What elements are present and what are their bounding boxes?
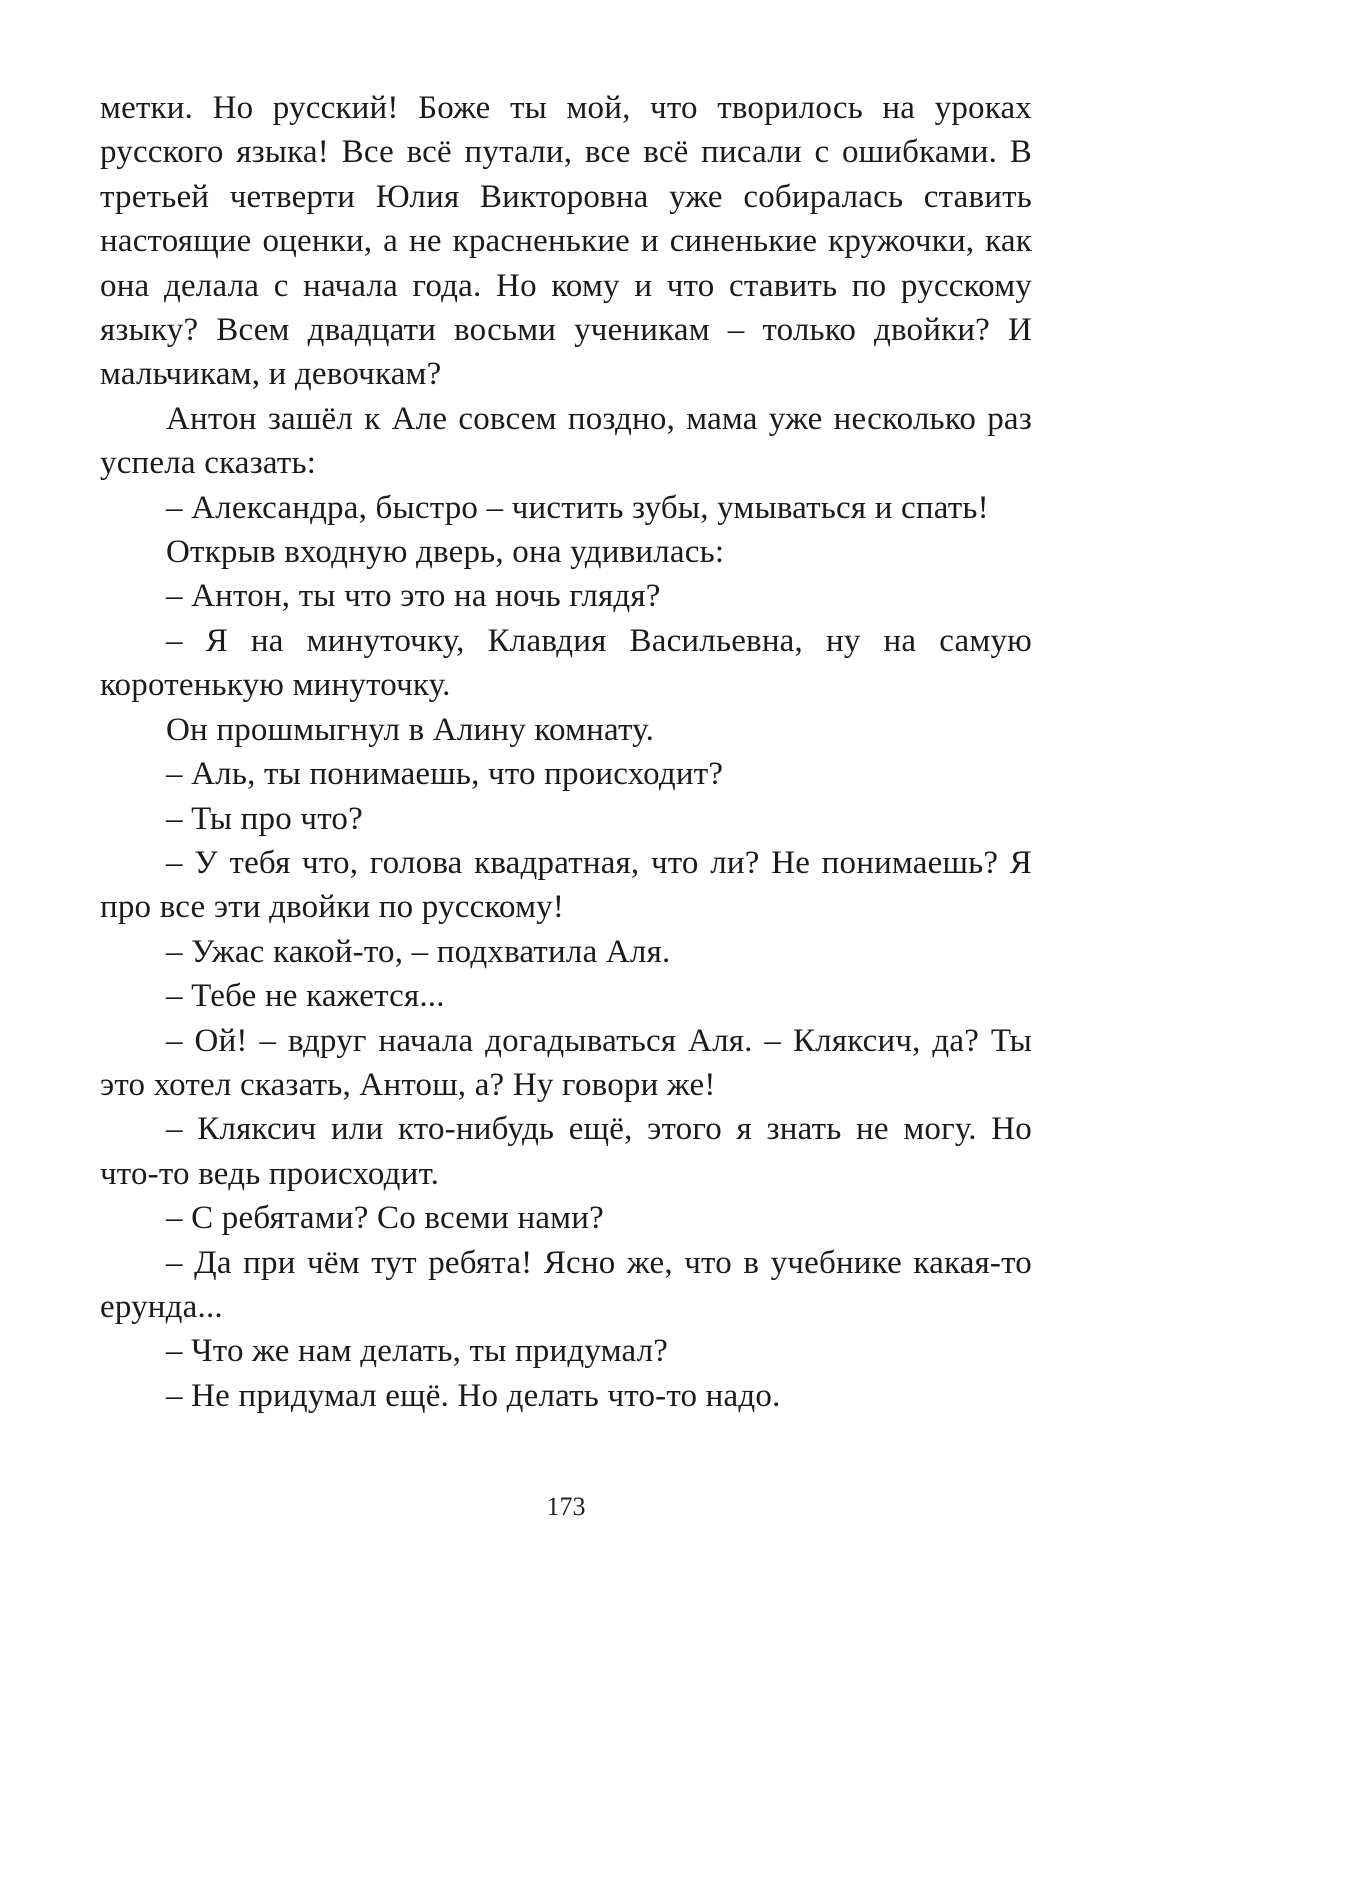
paragraph: – Я на минуточку, Клавдия Васильевна, ну на самую коротенькую минуточку. xyxy=(100,622,1032,704)
paragraph: – Антон, ты что это на ночь глядя? xyxy=(166,578,661,615)
paragraph: – Что же нам делать, ты придумал? xyxy=(166,1333,669,1370)
paragraph: – Да при чём тут ребята! Ясно же, что в учебнике какая-то ерунда... xyxy=(100,1244,1032,1325)
paragraph: – Ой! – вдруг начала догадываться Аля. – Кляксич, да? Ты это хотел сказать, Антош, а? Ну говори же! xyxy=(100,1022,1032,1103)
paragraph: – С ребятами? Со всеми нами? xyxy=(166,1200,604,1237)
paragraph: – Аль, ты понимаешь, что происходит? xyxy=(166,756,724,793)
paragraph: – Не придумал ещё. Но делать что-то надо. xyxy=(166,1377,781,1414)
text-block xyxy=(100,86,1032,1418)
paragraph: метки. Но русский! Боже ты мой, что творилось на уроках русского языка! Все всё путали, все всё писали с ошибками. В третьей четверти Юлия Викторовна уже собиралась ставить настоящие оценки, а не красненькие и синенькие кружочки, как она делала с начала года. Но кому и что ставить по русскому языку? Всем двадцати восьми ученикам – только двойки? И мальчикам, и девочкам? xyxy=(100,90,1032,393)
paragraph: – Ты про что? xyxy=(166,800,363,837)
paragraph: Антон зашёл к Але совсем поздно, мама уже несколько раз успела сказать: xyxy=(100,400,1032,482)
page-number: 173 xyxy=(546,1492,586,1521)
paragraph: – Кляксич или кто-нибудь ещё, этого я знать не могу. Но что-то ведь происходит. xyxy=(100,1111,1032,1192)
paragraph: – У тебя что, голова квадратная, что ли? Не понимаешь? Я про все эти двойки по русскому! xyxy=(100,844,1032,926)
paragraph: – Ужас какой-то, – подхватила Аля. xyxy=(166,933,671,970)
paragraph: – Александра, быстро – чистить зубы, умываться и спать! xyxy=(166,489,989,526)
paragraph: Он прошмыгнул в Алину комнату. xyxy=(166,711,655,748)
paragraph: Открыв входную дверь, она удивилась: xyxy=(166,534,725,571)
paragraph: – Тебе не кажется... xyxy=(166,978,445,1015)
